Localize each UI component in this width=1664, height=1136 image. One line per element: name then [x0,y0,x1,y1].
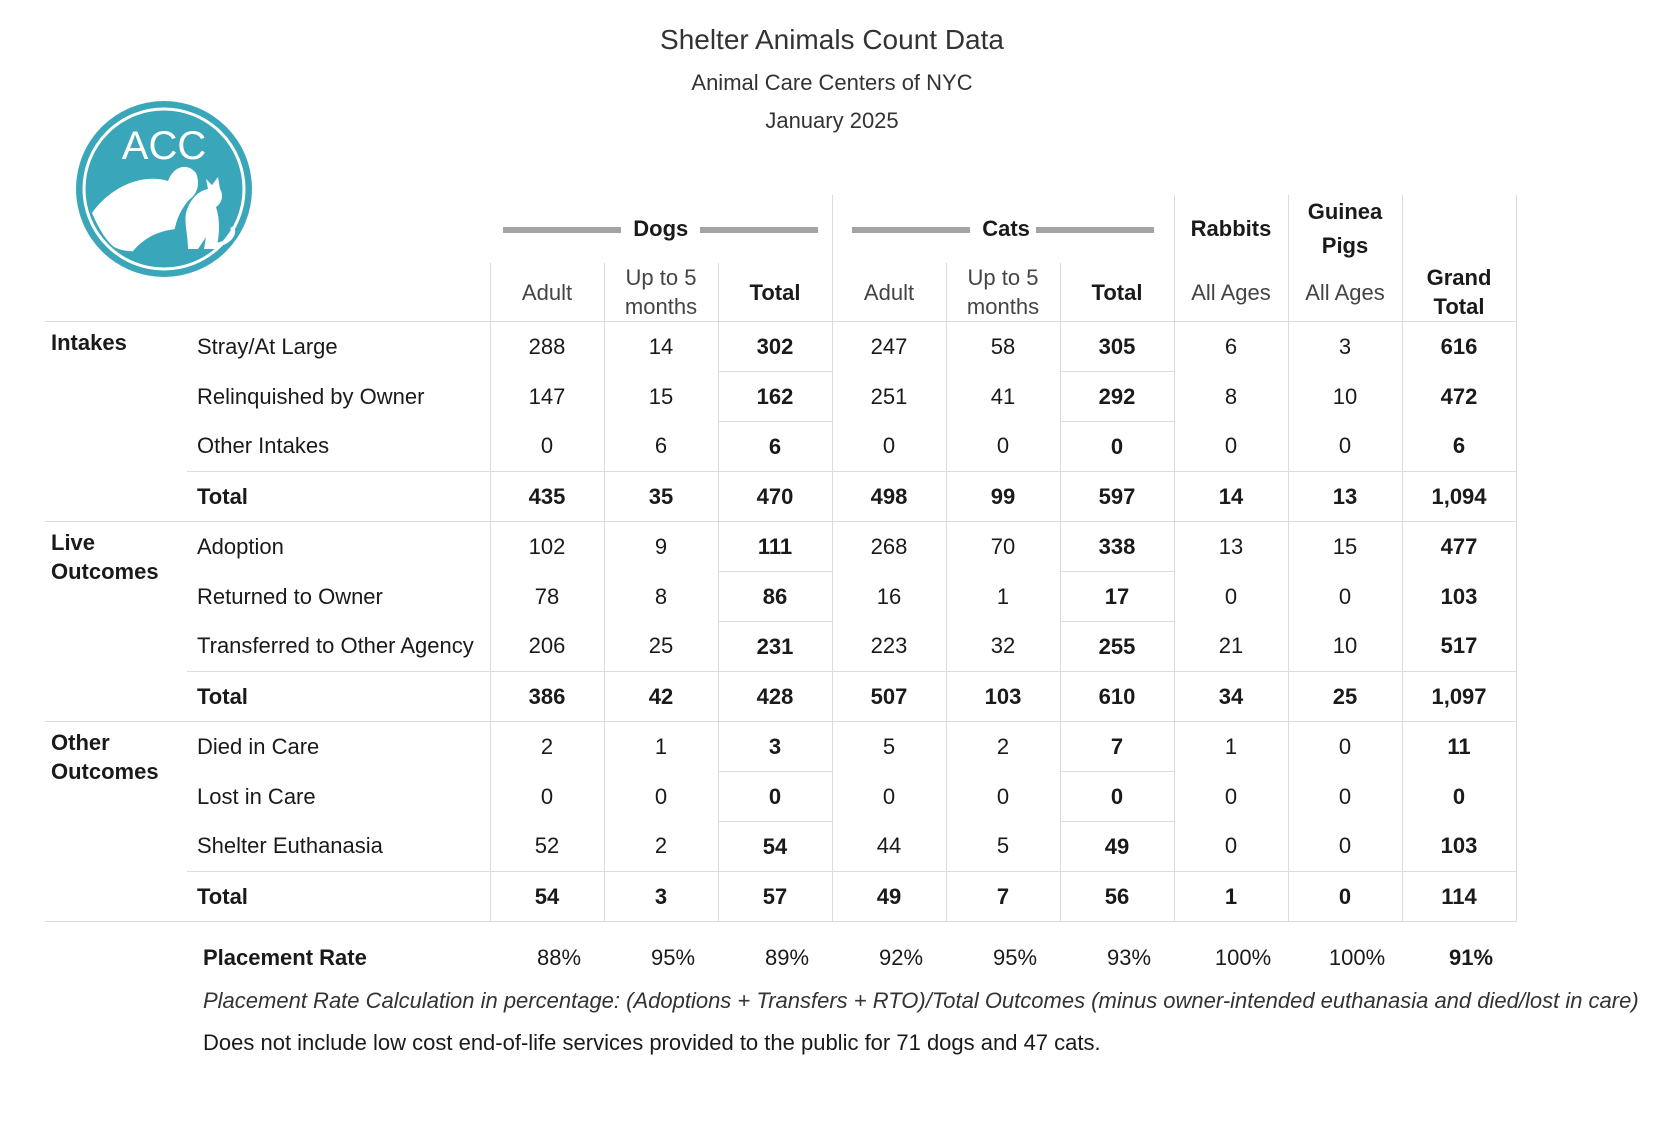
col-dogs-adult: Adult [490,263,604,322]
table-row [45,522,1516,572]
cell: 507 [832,672,946,722]
cell: 54 [718,822,832,872]
table-row [45,722,1516,772]
cell: 99 [946,472,1060,522]
table-row-total [45,472,1516,522]
cell: 103 [1402,572,1516,622]
cell: 0 [1174,772,1288,822]
cell: 44 [832,822,946,872]
cell: 16 [832,572,946,622]
table-row [45,822,1516,872]
group-cats: Cats [832,195,1174,263]
placement-rate-value: 88% [536,945,582,970]
cell: 0 [946,772,1060,822]
cell: 8 [1174,372,1288,422]
row-label: Stray/At Large [197,333,338,359]
cell: 0 [1174,572,1288,622]
cell: 10 [1288,622,1402,672]
col-dogs-total: Total [718,263,832,322]
row-label: Total [197,883,248,909]
cell: 21 [1174,622,1288,672]
cell: 32 [946,622,1060,672]
col-grand-total: Grand Total [1402,263,1516,322]
cell: 7 [1060,722,1174,772]
cell: 206 [490,622,604,672]
placement-rate-value: 95% [650,945,696,970]
col-rabbits-all-ages: All Ages [1174,263,1288,322]
cell: 42 [604,672,718,722]
calculation-note: Placement Rate Calculation in percentage: (Adoptions + Transfers + RTO)/Total Outcomes (minus owner-intended euthanasia and died/lost in care) [203,988,1639,1013]
cell: 0 [490,772,604,822]
cell: 114 [1402,872,1516,922]
placement-rate-value: 100% [1328,945,1386,970]
cell: 251 [832,372,946,422]
col-cats-adult: Adult [832,263,946,322]
cell: 498 [832,472,946,522]
cell: 302 [718,322,832,372]
section-label-other-outcomes: Other Outcomes [51,730,159,784]
cell: 305 [1060,322,1174,372]
placement-rate-value: 100% [1214,945,1272,970]
cell: 13 [1288,472,1402,522]
cell: 78 [490,572,604,622]
cell: 386 [490,672,604,722]
row-label: Other Intakes [197,433,330,459]
row-label: Transferred to Other Agency [197,633,474,659]
cell: 57 [718,872,832,922]
cell: 0 [832,772,946,822]
cell: 147 [490,372,604,422]
placement-rate-label: Placement Rate [203,945,367,970]
cell: 41 [946,372,1060,422]
report-period: January 2025 [765,108,899,133]
table-row [45,772,1516,822]
cell: 231 [718,622,832,672]
cell: 0 [1288,572,1402,622]
cell: 0 [832,422,946,472]
cell: 0 [1174,422,1288,472]
cell: 15 [604,372,718,422]
cell: 2 [946,722,1060,772]
cell: 0 [1060,772,1174,822]
table-row [45,322,1516,372]
cell: 616 [1402,322,1516,372]
cell: 477 [1402,522,1516,572]
cell: 5 [946,822,1060,872]
col-cats-upto5: Up to 5 months [946,263,1060,322]
cell: 2 [604,822,718,872]
cell: 0 [1060,422,1174,472]
cell: 1 [1174,872,1288,922]
cell: 255 [1060,622,1174,672]
cell: 102 [490,522,604,572]
col-guinea-pigs-all-ages: All Ages [1288,263,1402,322]
cell: 10 [1288,372,1402,422]
cell: 428 [718,672,832,722]
group-guinea-pigs: Guinea Pigs [1288,195,1402,263]
row-label: Lost in Care [197,783,316,809]
cell: 14 [1174,472,1288,522]
cell: 111 [718,522,832,572]
cell: 1,097 [1402,672,1516,722]
cell: 1 [946,572,1060,622]
cell: 0 [1288,422,1402,472]
cell: 1 [1174,722,1288,772]
cell: 52 [490,822,604,872]
cell: 435 [490,472,604,522]
cell: 6 [1174,322,1288,372]
cell: 15 [1288,522,1402,572]
cell: 6 [604,422,718,472]
cell: 517 [1402,622,1516,672]
table-row [45,422,1516,472]
cell: 35 [604,472,718,522]
placement-rate-value: 92% [878,945,924,970]
placement-rate-row [0,945,1664,985]
row-label: Died in Care [197,733,320,759]
cell: 223 [832,622,946,672]
col-dogs-upto5: Up to 5 months [604,263,718,322]
cell: 86 [718,572,832,622]
cell: 0 [490,422,604,472]
cell: 0 [1288,722,1402,772]
table-row-total [45,872,1516,922]
cell: 0 [718,772,832,822]
group-header-row [45,195,1516,263]
cell: 54 [490,872,604,922]
cell: 103 [1402,822,1516,872]
group-rabbits: Rabbits [1174,195,1288,263]
row-label: Total [197,683,248,709]
row-label: Shelter Euthanasia [197,833,383,859]
cell: 58 [946,322,1060,372]
cell: 2 [490,722,604,772]
placement-rate-value: 93% [1106,945,1152,970]
cell: 3 [604,872,718,922]
exclusion-note: Does not include low cost end-of-life services provided to the public for 71 dogs and 47 cats. [203,1030,1101,1055]
section-label-live-outcomes: Live Outcomes [51,530,159,584]
cell: 14 [604,322,718,372]
cell: 0 [1402,772,1516,822]
column-header-row [45,263,1516,322]
cell: 0 [1174,822,1288,872]
placement-rate-value: 95% [992,945,1038,970]
cell: 0 [1288,872,1402,922]
organization-name: Animal Care Centers of NYC [691,70,973,95]
row-label: Total [197,483,248,509]
report-title: Shelter Animals Count Data [660,24,1004,55]
cell: 292 [1060,372,1174,422]
row-label: Returned to Owner [197,583,383,609]
table-row [45,372,1516,422]
row-label: Adoption [197,533,284,559]
table-row-total [45,672,1516,722]
row-label: Relinquished by Owner [197,383,425,409]
table-row [45,572,1516,622]
cell: 8 [604,572,718,622]
cell: 338 [1060,522,1174,572]
cell: 610 [1060,672,1174,722]
cell: 6 [1402,422,1516,472]
cell: 34 [1174,672,1288,722]
cell: 0 [1288,772,1402,822]
cell: 25 [1288,672,1402,722]
cell: 288 [490,322,604,372]
cell: 3 [1288,322,1402,372]
cell: 13 [1174,522,1288,572]
cell: 470 [718,472,832,522]
cell: 162 [718,372,832,422]
col-cats-total: Total [1060,263,1174,322]
cell: 3 [718,722,832,772]
cell: 268 [832,522,946,572]
cell: 70 [946,522,1060,572]
cell: 6 [718,422,832,472]
section-label-intakes: Intakes [51,330,127,355]
cell: 1,094 [1402,472,1516,522]
cell: 17 [1060,572,1174,622]
group-dogs: Dogs [490,195,832,263]
cell: 9 [604,522,718,572]
cell: 597 [1060,472,1174,522]
cell: 5 [832,722,946,772]
cell: 0 [604,772,718,822]
cell: 0 [1288,822,1402,872]
cell: 49 [832,872,946,922]
cell: 49 [1060,822,1174,872]
cell: 7 [946,872,1060,922]
cell: 472 [1402,372,1516,422]
logo-text: ACC [121,124,207,168]
cell: 25 [604,622,718,672]
cell: 56 [1060,872,1174,922]
cell: 247 [832,322,946,372]
placement-rate-value: 89% [764,945,810,970]
cell: 103 [946,672,1060,722]
table-row [45,622,1516,672]
cell: 1 [604,722,718,772]
shelter-data-table [45,195,1517,922]
cell: 11 [1402,722,1516,772]
placement-rate-value: 91% [1448,945,1494,970]
cell: 0 [946,422,1060,472]
